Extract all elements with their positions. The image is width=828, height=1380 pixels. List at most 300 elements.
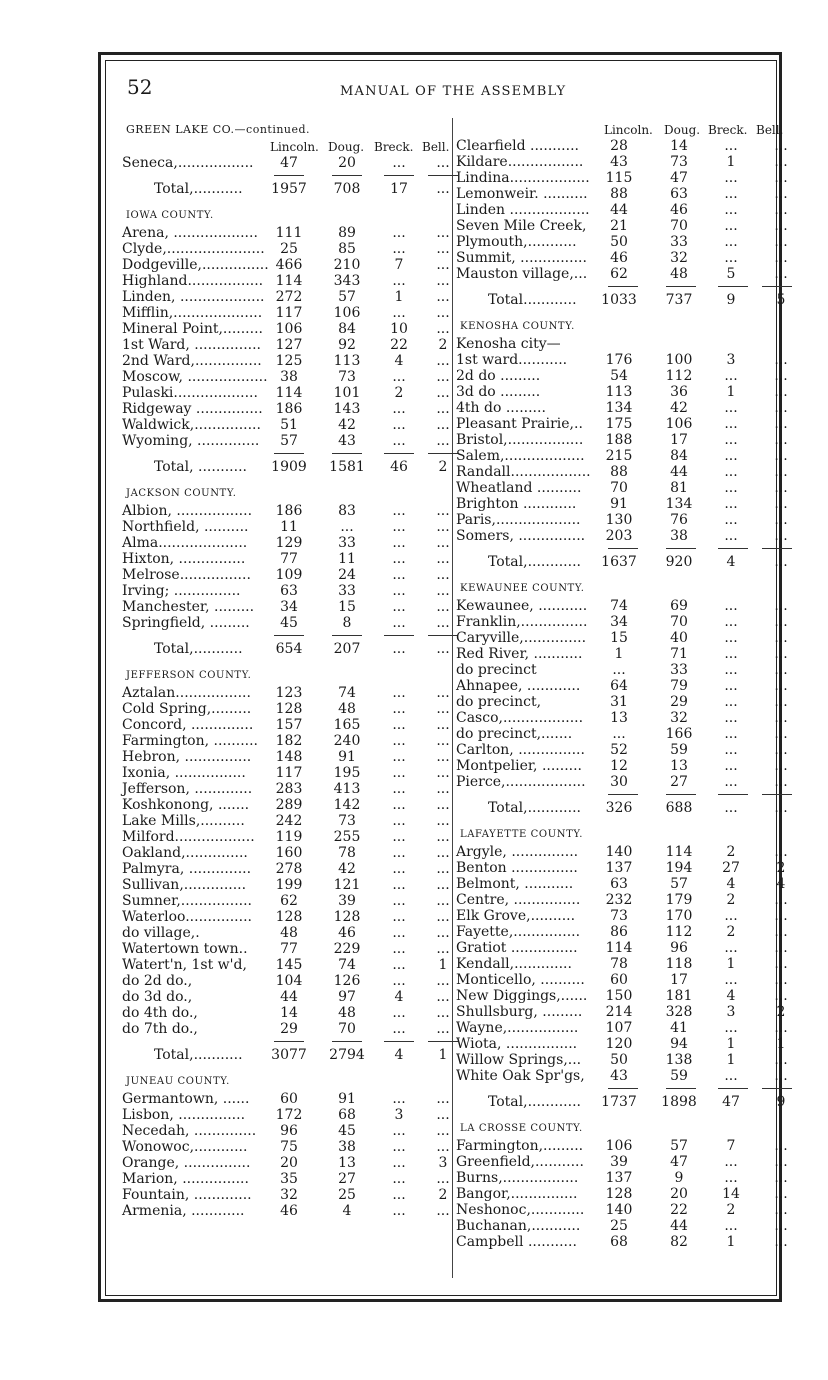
table-row (456, 742, 786, 758)
bell-votes: ... (774, 844, 788, 860)
table-row (456, 726, 786, 742)
town-name: Randall.................. (456, 464, 591, 480)
town-name: do precinct,....... (456, 726, 573, 742)
bell-votes: ... (774, 710, 788, 726)
breckinridge-votes: ... (724, 742, 738, 758)
bell-votes: ... (436, 583, 450, 599)
table-row (456, 138, 786, 154)
table-row (456, 448, 786, 464)
bell-votes: ... (774, 678, 788, 694)
town-name: Moscow, .................. (122, 369, 268, 385)
breckinridge-votes: ... (392, 551, 406, 567)
town-name: Palmyra, .............. (122, 861, 252, 877)
right-column (456, 122, 786, 1250)
douglas-votes: 89 (338, 225, 356, 241)
town-name: Concord, .............. (122, 717, 254, 733)
town-name: Wiota, ................ (456, 1036, 578, 1052)
douglas-votes: 112 (665, 368, 693, 384)
county-heading (456, 314, 786, 336)
town-name: Oakland,.............. (122, 845, 248, 861)
bell-votes: ... (774, 400, 788, 416)
breckinridge-votes: ... (392, 829, 406, 845)
breckinridge-votes: 1 (726, 384, 736, 400)
bell-votes: ... (436, 1203, 450, 1219)
douglas-votes: 128 (333, 909, 361, 925)
total-row (122, 1047, 452, 1069)
table-row (456, 234, 786, 250)
douglas-votes: 126 (333, 973, 361, 989)
douglas-votes: 27 (670, 774, 688, 790)
breckinridge-votes: ... (724, 218, 738, 234)
douglas-votes: 195 (333, 765, 361, 781)
douglas-votes: 57 (670, 1138, 688, 1154)
bell-votes: ... (774, 554, 788, 570)
bell-votes: ... (774, 1020, 788, 1036)
breckinridge-votes: ... (392, 845, 406, 861)
douglas-votes: 79 (670, 678, 688, 694)
lincoln-votes: 283 (275, 781, 303, 797)
county-heading-label: IOWA COUNTY. (126, 210, 214, 221)
lincoln-votes: 137 (605, 860, 633, 876)
douglas-votes: 42 (338, 861, 356, 877)
table-row (456, 186, 786, 202)
bell-votes: ... (774, 726, 788, 742)
lincoln-votes: 64 (610, 678, 628, 694)
douglas-votes: 46 (670, 202, 688, 218)
breckinridge-votes: ... (392, 433, 406, 449)
lincoln-votes: 21 (610, 218, 628, 234)
table-row (122, 417, 452, 433)
bell-votes: ... (774, 186, 788, 202)
lincoln-votes: 31 (610, 694, 628, 710)
table-row (456, 1036, 786, 1052)
town-name: Wonowoc,............ (122, 1139, 248, 1155)
bell-votes: ... (436, 519, 450, 535)
table-row (122, 369, 452, 385)
county-heading (456, 1116, 786, 1138)
lincoln-votes: 128 (275, 909, 303, 925)
table-row (122, 353, 452, 369)
douglas-votes: 14 (670, 138, 688, 154)
table-row (122, 433, 452, 449)
douglas-votes: 240 (333, 733, 361, 749)
douglas-votes: 83 (338, 503, 356, 519)
town-name: Albion, ................. (122, 503, 253, 519)
douglas-votes: 27 (338, 1171, 356, 1187)
lincoln-votes: 13 (610, 710, 628, 726)
douglas-votes: 81 (670, 480, 688, 496)
town-name: Clearfield ........... (456, 138, 579, 154)
lincoln-votes: 186 (275, 503, 303, 519)
table-row (456, 154, 786, 170)
douglas-votes: 33 (338, 535, 356, 551)
town-name: Seneca,................. (122, 155, 254, 171)
douglas-votes: 328 (665, 1004, 693, 1020)
town-name: Carlton, ............... (456, 742, 585, 758)
lincoln-votes: 104 (275, 973, 303, 989)
lincoln-votes: 86 (610, 924, 628, 940)
town-name: Lindina.................. (456, 170, 590, 186)
town-name: Alma.................... (122, 535, 248, 551)
douglas-votes: 11 (338, 551, 356, 567)
table-row (122, 583, 452, 599)
douglas-votes: 100 (665, 352, 693, 368)
bell-votes: ... (774, 1138, 788, 1154)
lincoln-votes: 44 (610, 202, 628, 218)
bell-votes: ... (774, 614, 788, 630)
town-name: Hixton, ............... (122, 551, 246, 567)
breckinridge-votes: ... (724, 202, 738, 218)
bell-votes: ... (774, 528, 788, 544)
bell-votes: ... (436, 1123, 450, 1139)
left-table (122, 155, 452, 1219)
breckinridge-votes: ... (724, 726, 738, 742)
lincoln-votes: 106 (275, 321, 303, 337)
breckinridge-votes: 3 (726, 352, 736, 368)
bell-votes: ... (774, 496, 788, 512)
lincoln-votes: 242 (275, 813, 303, 829)
bell-votes: ... (774, 662, 788, 678)
douglas-votes: 39 (338, 893, 356, 909)
table-row (122, 941, 452, 957)
table-row (456, 972, 786, 988)
douglas-votes: 38 (670, 528, 688, 544)
douglas-votes: 13 (338, 1155, 356, 1171)
breckinridge-votes: ... (392, 599, 406, 615)
bell-votes: ... (774, 170, 788, 186)
breckinridge-votes: ... (724, 448, 738, 464)
total-row (122, 459, 452, 481)
breckinridge-votes: ... (724, 972, 738, 988)
lincoln-votes: 137 (605, 1170, 633, 1186)
douglas-votes: 76 (670, 512, 688, 528)
total-rule (456, 544, 786, 554)
breckinridge-votes: ... (392, 861, 406, 877)
bell-votes: ... (774, 416, 788, 432)
bell-votes: ... (436, 599, 450, 615)
douglas-votes: 143 (333, 401, 361, 417)
lincoln-votes: 77 (280, 551, 298, 567)
table-row (122, 321, 452, 337)
douglas-votes: 57 (338, 289, 356, 305)
table-row (456, 512, 786, 528)
bell-votes: ... (436, 305, 450, 321)
total-label: Total,............ (488, 800, 581, 816)
town-name: Armenia, ............ (122, 1203, 245, 1219)
table-row (122, 1091, 452, 1107)
table-row (456, 1170, 786, 1186)
breckinridge-votes: 2 (726, 924, 736, 940)
breckinridge-votes: ... (392, 567, 406, 583)
table-row (456, 202, 786, 218)
breckinridge-votes: ... (724, 528, 738, 544)
douglas-votes: 70 (670, 218, 688, 234)
breckinridge-votes: ... (724, 1068, 738, 1084)
douglas-votes: 8 (342, 615, 352, 631)
table-row (456, 710, 786, 726)
county-heading-label: JEFFERSON COUNTY. (126, 670, 252, 681)
county-heading (122, 481, 452, 503)
lincoln-votes: 117 (275, 765, 303, 781)
lincoln-votes: 73 (610, 908, 628, 924)
breckinridge-votes: ... (392, 893, 406, 909)
breckinridge-votes: ... (724, 598, 738, 614)
town-name: Shullsburg, ......... (456, 1004, 583, 1020)
town-name: Buchanan,........... (456, 1218, 581, 1234)
douglas-votes: 920 (665, 554, 693, 570)
lincoln-votes: 117 (275, 305, 303, 321)
lincoln-votes: 654 (275, 641, 303, 657)
table-row (456, 1004, 786, 1020)
bell-votes: ... (436, 861, 450, 877)
breckinridge-votes: ... (724, 186, 738, 202)
table-row (456, 1068, 786, 1084)
douglas-votes: 85 (338, 241, 356, 257)
header-douglas: Doug. (328, 140, 365, 154)
total-label: Total, ........... (154, 459, 247, 475)
douglas-votes: 165 (333, 717, 361, 733)
lincoln-votes: 43 (610, 154, 628, 170)
table-row (122, 599, 452, 615)
town-name: Burns,................. (456, 1170, 579, 1186)
lincoln-votes: 148 (275, 749, 303, 765)
lincoln-votes: 182 (275, 733, 303, 749)
table-row (122, 155, 452, 171)
douglas-votes: 210 (333, 257, 361, 273)
lincoln-votes: ... (612, 662, 626, 678)
county-heading (122, 203, 452, 225)
table-row (456, 988, 786, 1004)
breckinridge-votes: ... (392, 877, 406, 893)
breckinridge-votes: 4 (726, 554, 736, 570)
bell-votes: 2 (438, 1187, 448, 1203)
douglas-votes: 33 (670, 662, 688, 678)
lincoln-votes: 39 (610, 1154, 628, 1170)
town-name: Lisbon, ............... (122, 1107, 246, 1123)
town-name: do 3d do., (122, 989, 193, 1005)
lincoln-votes: 43 (610, 1068, 628, 1084)
douglas-votes: 74 (338, 685, 356, 701)
table-row (456, 400, 786, 416)
breckinridge-votes: ... (724, 630, 738, 646)
table-row (122, 567, 452, 583)
table-row (456, 630, 786, 646)
breckinridge-votes: ... (392, 941, 406, 957)
table-row (456, 940, 786, 956)
bell-votes: ... (774, 908, 788, 924)
town-name: Fayette,............... (456, 924, 581, 940)
breckinridge-votes: ... (724, 662, 738, 678)
total-label: Total,........... (154, 181, 243, 197)
breckinridge-votes: 1 (726, 1234, 736, 1250)
table-row (456, 368, 786, 384)
lincoln-votes: 186 (275, 401, 303, 417)
breckinridge-votes: ... (392, 305, 406, 321)
breckinridge-votes: ... (392, 369, 406, 385)
bell-votes: ... (436, 289, 450, 305)
douglas-votes: 69 (670, 598, 688, 614)
town-name: Linden, ................... (122, 289, 265, 305)
lincoln-votes: 29 (280, 1021, 298, 1037)
table-row (456, 170, 786, 186)
breckinridge-votes: ... (392, 1005, 406, 1021)
douglas-votes: 42 (670, 400, 688, 416)
lincoln-votes: 128 (605, 1186, 633, 1202)
town-name: 1st ward........... (456, 352, 568, 368)
douglas-votes: 106 (665, 416, 693, 432)
table-row (122, 909, 452, 925)
douglas-votes: 96 (670, 940, 688, 956)
town-name: Kenosha city— (456, 336, 561, 352)
page-number: 52 (127, 75, 153, 99)
table-row (456, 432, 786, 448)
bell-votes: ... (436, 181, 450, 197)
breckinridge-votes: ... (724, 138, 738, 154)
breckinridge-votes: 4 (394, 353, 404, 369)
lincoln-votes: 28 (610, 138, 628, 154)
table-row (456, 1234, 786, 1250)
table-row (122, 1203, 452, 1219)
bell-votes: ... (774, 774, 788, 790)
town-name: Farmington,......... (456, 1138, 584, 1154)
bell-votes: ... (436, 1091, 450, 1107)
douglas-votes: 73 (670, 154, 688, 170)
breckinridge-votes: ... (724, 1170, 738, 1186)
bell-votes: ... (436, 257, 450, 273)
breckinridge-votes: ... (392, 925, 406, 941)
lincoln-votes: 125 (275, 353, 303, 369)
lincoln-votes: 68 (610, 1234, 628, 1250)
lincoln-votes: 272 (275, 289, 303, 305)
county-heading-label: JACKSON COUNTY. (126, 488, 237, 499)
douglas-votes: 113 (333, 353, 361, 369)
lincoln-votes: 63 (280, 583, 298, 599)
lincoln-votes: 129 (275, 535, 303, 551)
total-label: Total,............ (488, 554, 581, 570)
table-row (122, 861, 452, 877)
table-row (456, 1202, 786, 1218)
town-name: Casco,.................. (456, 710, 584, 726)
bell-votes: ... (436, 749, 450, 765)
lincoln-votes: 119 (275, 829, 303, 845)
breckinridge-votes: ... (392, 583, 406, 599)
continued-title: GREEN LAKE CO.—continued. (126, 123, 311, 136)
town-name: Salem,.................. (456, 448, 585, 464)
douglas-votes: 118 (665, 956, 693, 972)
breckinridge-votes: ... (724, 432, 738, 448)
lincoln-votes: 96 (280, 1123, 298, 1139)
douglas-votes: 413 (333, 781, 361, 797)
total-rule (122, 1037, 452, 1047)
douglas-votes: 63 (670, 186, 688, 202)
bell-votes: ... (436, 1107, 450, 1123)
town-name: Dodgeville,............... (122, 257, 269, 273)
lincoln-votes: 114 (605, 940, 633, 956)
bell-votes: ... (436, 641, 450, 657)
town-name: Germantown, ...... (122, 1091, 250, 1107)
table-row (456, 1138, 786, 1154)
lincoln-votes: 51 (280, 417, 298, 433)
breckinridge-votes: ... (724, 416, 738, 432)
total-row (456, 554, 786, 576)
breckinridge-votes: 2 (726, 844, 736, 860)
bell-votes: ... (774, 630, 788, 646)
douglas-votes: 70 (338, 1021, 356, 1037)
town-name: Linden .................. (456, 202, 590, 218)
lincoln-votes: 1957 (271, 181, 307, 197)
breckinridge-votes: ... (724, 614, 738, 630)
county-heading-label: JUNEAU COUNTY. (126, 1076, 230, 1087)
table-row (122, 957, 452, 973)
table-row (456, 218, 786, 234)
total-label: Total,........... (154, 641, 243, 657)
table-row (456, 694, 786, 710)
county-heading-label: LAFAYETTE COUNTY. (460, 829, 584, 840)
bell-votes: ... (436, 567, 450, 583)
town-name: Monticello, .......... (456, 972, 585, 988)
bell-votes: ... (774, 1170, 788, 1186)
bell-votes: ... (774, 758, 788, 774)
town-name: Orange, ............... (122, 1155, 251, 1171)
lincoln-votes: 12 (610, 758, 628, 774)
douglas-votes: ... (340, 519, 354, 535)
lincoln-votes: 113 (605, 384, 633, 400)
douglas-votes: 48 (670, 266, 688, 282)
table-row (456, 598, 786, 614)
breckinridge-votes: ... (724, 496, 738, 512)
bell-votes: 5 (776, 292, 786, 308)
douglas-votes: 44 (670, 464, 688, 480)
bell-votes: ... (436, 797, 450, 813)
lincoln-votes: 115 (605, 170, 633, 186)
header-bell: Bell. (756, 123, 784, 137)
douglas-votes: 2794 (329, 1047, 365, 1063)
table-row (122, 1107, 452, 1123)
bell-votes: ... (436, 1139, 450, 1155)
douglas-votes: 92 (338, 337, 356, 353)
douglas-votes: 13 (670, 758, 688, 774)
table-row (456, 250, 786, 266)
douglas-votes: 33 (670, 234, 688, 250)
town-name: Wheatland .......... (456, 480, 582, 496)
bell-votes: ... (436, 417, 450, 433)
table-row (456, 1020, 786, 1036)
douglas-votes: 91 (338, 749, 356, 765)
lincoln-votes: 199 (275, 877, 303, 893)
town-name: Kewaunee, ........... (456, 598, 588, 614)
douglas-votes: 73 (338, 369, 356, 385)
douglas-votes: 4 (342, 1203, 352, 1219)
header-breckinridge: Breck. (708, 123, 748, 137)
lincoln-votes: 75 (280, 1139, 298, 1155)
table-row (122, 797, 452, 813)
town-name: Lemonweir. .......... (456, 186, 588, 202)
douglas-votes: 82 (670, 1234, 688, 1250)
bell-votes: ... (774, 742, 788, 758)
bell-votes: ... (436, 685, 450, 701)
table-row (456, 1186, 786, 1202)
breckinridge-votes: 47 (722, 1094, 740, 1110)
douglas-votes: 9 (674, 1170, 684, 1186)
header-douglas: Doug. (664, 123, 701, 137)
total-row (122, 181, 452, 203)
county-heading-label: KENOSHA COUNTY. (460, 321, 575, 332)
lincoln-votes: 111 (275, 225, 303, 241)
breckinridge-votes: ... (724, 368, 738, 384)
douglas-votes: 1898 (661, 1094, 697, 1110)
douglas-votes: 134 (665, 496, 693, 512)
breckinridge-votes: ... (392, 1203, 406, 1219)
